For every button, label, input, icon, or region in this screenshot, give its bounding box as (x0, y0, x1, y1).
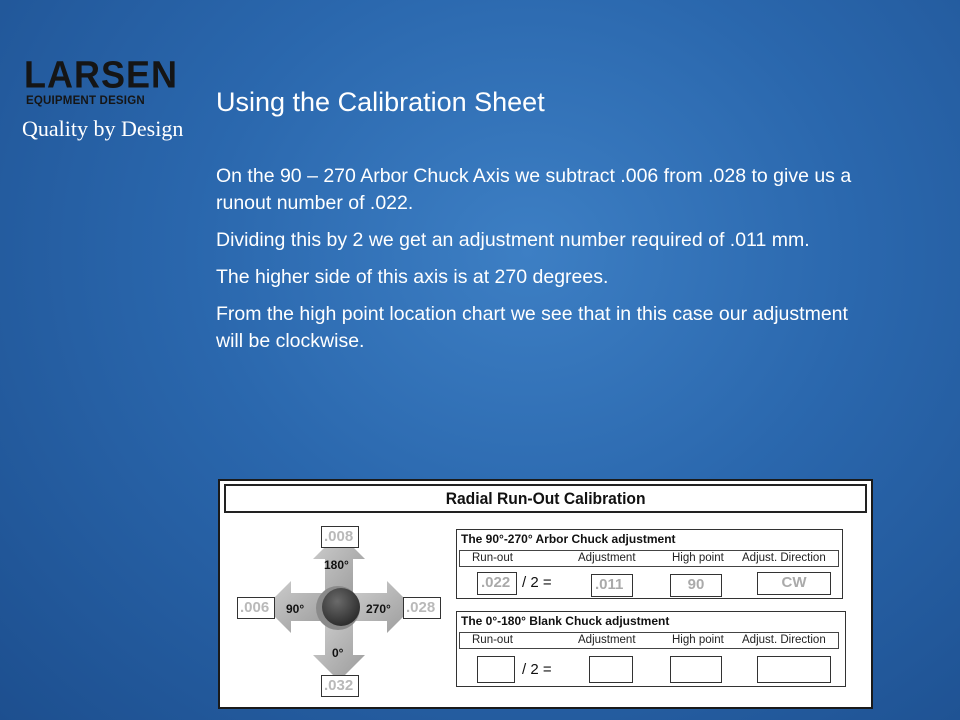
logo-wordmark: LARSEN (24, 52, 179, 96)
blank-direction-field[interactable] (757, 656, 831, 683)
arbor-panel-headers (459, 550, 839, 567)
header-adjustment: Adjustment (578, 552, 636, 564)
center-knob (322, 588, 360, 626)
sheet-title: Radial Run-Out Calibration (445, 489, 646, 508)
logo-subtitle: EQUIPMENT DESIGN (26, 95, 145, 107)
arbor-chuck-panel (456, 529, 843, 599)
arbor-panel-title: The 90°-270° Arbor Chuck adjustment (461, 532, 676, 546)
label-180: 180° (324, 558, 349, 572)
arbor-adjustment-field[interactable]: .011 (591, 574, 633, 597)
arbor-divide-label: / 2 = (522, 574, 552, 591)
bottom-reading-box[interactable]: .032 (321, 675, 359, 697)
blank-panel-headers (459, 632, 839, 649)
header-direction: Adjust. Direction (742, 634, 826, 646)
calibration-sheet (218, 479, 873, 709)
left-reading-box[interactable]: .006 (237, 597, 275, 619)
slide-title: Using the Calibration Sheet (216, 87, 545, 117)
arbor-high-point-field[interactable]: 90 (670, 574, 722, 597)
blank-high-point-field[interactable] (670, 656, 722, 683)
paragraph-direction: From the high point location chart we see that in this case our adjustment will be clockwise. (216, 303, 848, 352)
header-high-point: High point (672, 634, 724, 646)
paragraph-subtract: On the 90 – 270 Arbor Chuck Axis we subtract .006 from .028 to give us a runout number of .022. (216, 165, 852, 214)
header-high-point: High point (672, 552, 724, 564)
paragraph-divide: Dividing this by 2 we get an adjustment number required of .011 mm. (216, 229, 810, 251)
runout-dial (220, 519, 450, 709)
logo-tagline: Quality by Design (22, 116, 184, 141)
top-reading-box[interactable]: .008 (321, 526, 359, 548)
label-270: 270° (366, 602, 391, 616)
arbor-direction-field[interactable]: CW (757, 572, 831, 595)
blank-chuck-panel (456, 611, 846, 687)
blank-runout-field[interactable] (477, 656, 515, 683)
sheet-title-bar (224, 484, 867, 513)
paragraph-higher-side: The higher side of this axis is at 270 degrees. (216, 266, 609, 288)
header-direction: Adjust. Direction (742, 552, 826, 564)
header-adjustment: Adjustment (578, 634, 636, 646)
blank-divide-label: / 2 = (522, 661, 552, 678)
right-reading-box[interactable]: .028 (403, 597, 441, 619)
label-90: 90° (286, 602, 305, 616)
arbor-runout-field[interactable]: .022 (477, 572, 517, 595)
blank-panel-title: The 0°-180° Blank Chuck adjustment (461, 614, 670, 628)
label-0: 0° (332, 646, 344, 660)
slide-body (216, 163, 856, 365)
header-runout: Run-out (472, 634, 513, 646)
header-runout: Run-out (472, 552, 513, 564)
company-logo (22, 50, 202, 150)
blank-adjustment-field[interactable] (589, 656, 633, 683)
